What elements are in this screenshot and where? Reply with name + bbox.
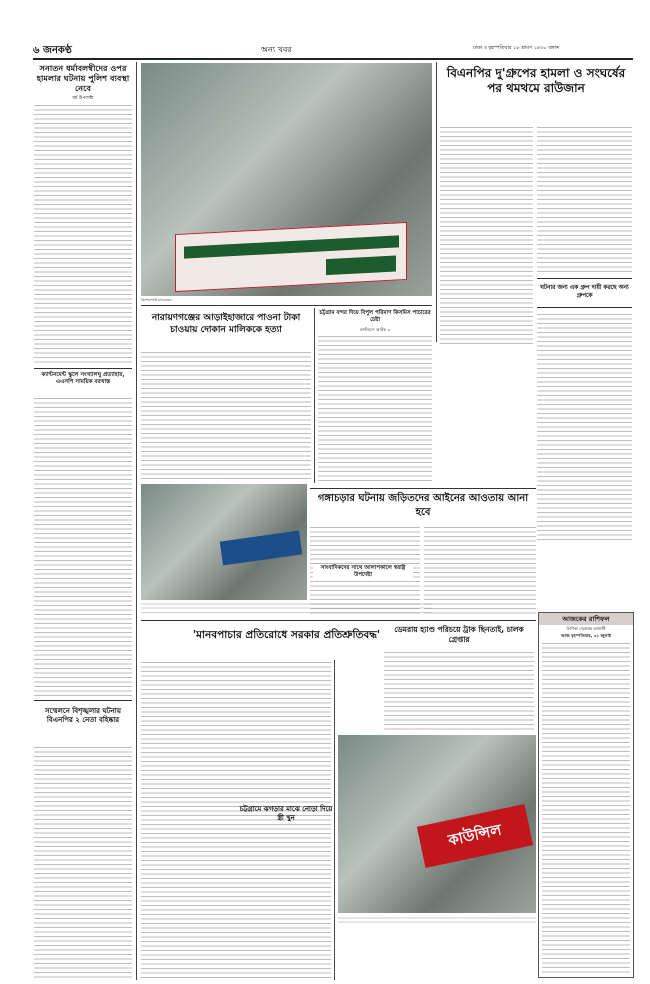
bottom-photo-caption xyxy=(338,916,536,926)
right-demand-box: ঘটনার জন্য এক গ্রুপ দায়ী করছে অন্য গ্রুপকে xyxy=(540,285,629,299)
bottom-photo xyxy=(338,735,536,913)
left-article-1-body xyxy=(34,103,132,365)
left-headline-1-sub: ধর্ম উপদেষ্টা xyxy=(72,96,94,101)
left-article-2-body xyxy=(34,396,132,696)
ctg-subhead: কাস্টমসে আটক ৩ xyxy=(359,327,391,332)
protest-sign: কাউন্সিল xyxy=(417,804,533,868)
page-number: ৬ xyxy=(33,45,40,56)
left-headline-3: সম্মেলনে বিশৃঙ্খলার ঘটনায় বিএনপির ২ নেতা বহিষ্কার xyxy=(45,707,121,724)
paper-name: জনকণ্ঠ xyxy=(43,45,72,56)
right-top-body-2 xyxy=(537,125,632,275)
human-chain-photo xyxy=(141,484,307,600)
ctg-body xyxy=(318,334,432,482)
right-top-headline: বিএনপির দু'গ্রুপের হামলা ও সংঘর্ষের পর থমথমে রাউজান xyxy=(446,66,626,95)
truck-body xyxy=(384,650,534,730)
ctg-murder-headline: চট্টগ্রামে ঝগড়ার মাঝে নোড়া দিয়ে স্ত্রী খুন xyxy=(239,805,333,822)
page-header xyxy=(33,43,633,57)
truck-headline: ডেমরায় হ্যাণ্ড পরিচয়ে ট্রাক ছিনতাই, চালক গ্রেপ্তার xyxy=(394,625,524,644)
journalist-subhead: সাংবাদিকদের সাথে আলাপকালে স্বরাষ্ট্র উপদেষ্টা xyxy=(313,565,413,579)
right-top-body-3 xyxy=(537,312,632,542)
rashifal-author: লিপিকা দেবোত্তম ব্যানার্জী xyxy=(566,626,606,631)
gangachara-headline: গঙ্গাচড়ার ঘটনায় জড়িতদের আইনের আওতায় আনা হবে xyxy=(317,493,529,518)
trafficking-headline: 'মানবপাচার প্রতিরোধে সরকার প্রতিশ্রুতিবদ্ধ' xyxy=(192,629,381,641)
ctg-headline: চট্টগ্রাম বন্দর দিয়ে বিপুল পরিমাণ কিসমিস পাচারের চেষ্টা xyxy=(319,310,431,323)
rashifal-date: আজ বৃহস্পতিবার, ৩১ জুলাই xyxy=(561,633,611,638)
rashifal-title: আজকের রাশিফল xyxy=(539,613,633,625)
section-name: অন্য খবর xyxy=(261,45,292,54)
gangachara-body-2 xyxy=(424,525,536,615)
photo-banner xyxy=(175,222,407,292)
right-top-body-1 xyxy=(440,125,533,345)
rashifal-body xyxy=(542,641,630,975)
narayanganj-headline: নারায়ণগঞ্জের আড়াইহাজারে পাওনা টাকা চাওয়ায় দোকান মালিককে হত্যা xyxy=(151,313,301,335)
top-photo-caption: কিশোরগঞ্জে মানববন্ধন xyxy=(141,298,172,302)
left-headline-1: সনাতন ধর্মাবলম্বীদের ওপর হামলার ঘটনায় পুলিশ ব্যবস্থা নেবে xyxy=(36,63,130,93)
dateline: ঢাকা ॥ বৃহস্পতিবার ১৮ শ্রাবণ ১৪৩০ বঙ্গাব্দ xyxy=(473,45,560,51)
top-photo xyxy=(141,63,432,296)
narayanganj-body xyxy=(141,350,311,482)
rashifal-box xyxy=(538,612,634,978)
left-article-3-body xyxy=(34,745,132,978)
left-headline-2: ক্যান্টনমেন্ট স্কুলে সংখ্যালঘু প্রত্যাহার, এএসপি সাময়িক বরখাস্ত xyxy=(41,372,125,386)
